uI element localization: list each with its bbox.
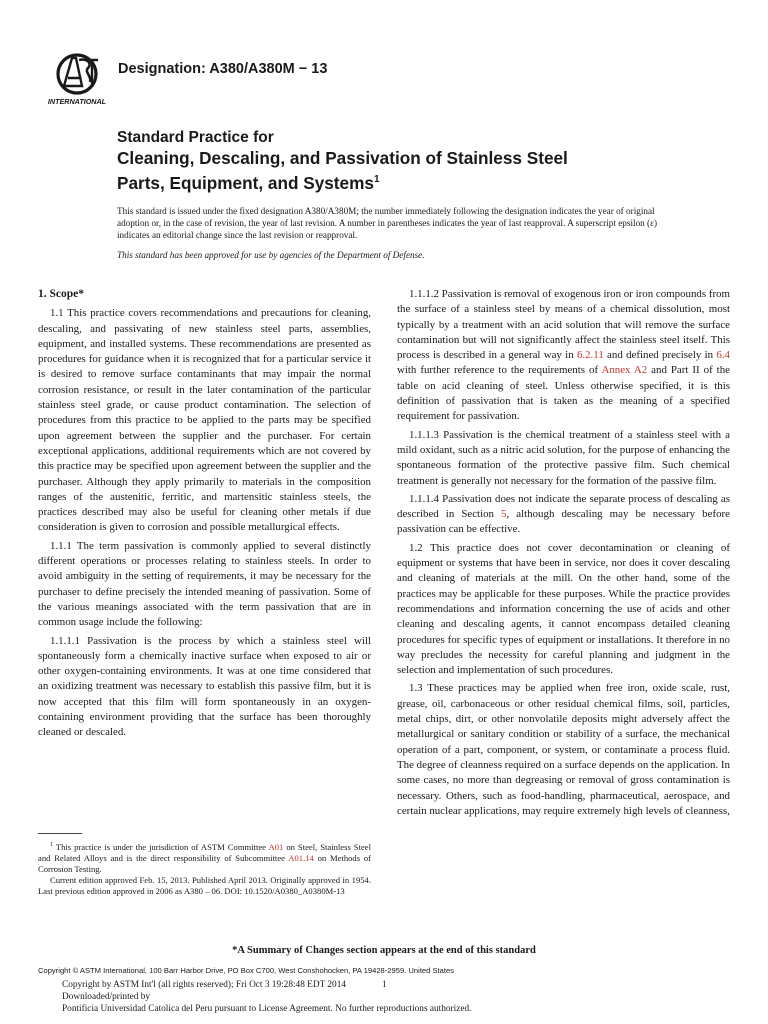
issuance-notice: This standard is issued under the fixed designation A380/A380M; the number immediately following the designation indicates the year of original adoption or, in the case of revision, the year of last revision. A number in parentheses indicates the year of last reapproval. A superscript epsilon (ε) indicates an editorial change since the last revision or reapproval. <box>117 206 658 240</box>
logo-caption: INTERNATIONAL <box>47 97 107 106</box>
footnote <box>38 840 371 897</box>
title-line3 <box>117 169 737 194</box>
paragraph-1-1-1: 1.1.1 The term passivation is commonly applied to several distinctly different operations or processes relating to stainless steels. In order to avoid ambiguity in the setting of requirements, it may be necessary for the purchaser to define precisely the intended meaning of passivation. Some of the various meanings associated with the term passivation that are in common usage include the following: <box>38 539 371 629</box>
right-column <box>397 287 730 822</box>
title-line2: Cleaning, Descaling, and Passivation of Stainless Steel <box>117 148 568 168</box>
paragraph-1-1-1-3: 1.1.1.3 Passivation is the chemical treatment of a stainless steel with a mild oxidant, such as a nitric acid solution, for the purpose of enhancing the spontaneous formation of the protective passive film. Such chemical treatment is generally not necessary for the formation of the passive film. <box>397 428 730 487</box>
download-notice <box>62 979 582 1016</box>
download-line-1: Copyright by ASTM Int'l (all rights reserved); Fri Oct 3 19:28:48 EDT 2014 <box>62 980 346 990</box>
page-number: 1 <box>382 980 387 990</box>
footnote-divider <box>38 833 82 834</box>
download-line-2: Downloaded/printed by <box>62 992 151 1003</box>
download-line-3: Pontificia Universidad Catolica del Peru pursuant to License Agreement. No further reproductions authorized. <box>62 1004 472 1015</box>
title-block <box>117 128 737 194</box>
copyright-line: Copyright © ASTM International, 100 Barr Harbor Drive, PO Box C700, West Conshohocken, PA 19428-2959. United States <box>38 966 455 975</box>
paragraph-1-2: 1.2 This practice does not cover decontamination or cleaning of equipment or systems that have been in service, nor does it cover descaling and cleaning of materials at the mill. On the other hand, some of the practices may be applicable for these purposes. While the practice provides recommendations and information concerning the use of acids and other cleaning and descaling agents, it cannot encompass detailed cleaning procedures for specific types of equipment or installations. It therefore in no way precludes the necessity for careful planning and judgment in the selection and implementation of such procedures. <box>397 541 730 677</box>
dod-approval-note: This standard has been approved for use by agencies of the Department of Defense. <box>117 250 425 260</box>
paragraph-1-1-1-4: 1.1.1.4 Passivation does not indicate the separate process of descaling as described in Section 5, although descaling may be necessary before passivation can be effective. <box>397 492 730 536</box>
paragraph-1-1-1-2: 1.1.1.2 Passivation is removal of exogenous iron or iron compounds from the surface of a stainless steel by means of a chemical dissolution, most typically by a treatment with an acid solution that will remove the surface contamination but will not significantly affect the stainless steel itself. This process is described in a general way in 6.2.11 and defined precisely in 6.4 with further reference to the requirements of Annex A2 and Part II of the table on acid cleaning of steel. Unless otherwise specified, it is this definition of passivation that is taken as the meaning of a specified requirement for passivation. <box>397 288 730 423</box>
paragraph-1-3: 1.3 These practices may be applied when free iron, oxide scale, rust, grease, oil, carbonaceous or other residual chemical films, soil, particles, metal chips, dirt, or other nonvolatile deposits might adversely affect the metallurgical or sanitary condition or stability of a surface, the mechanical operation of a part, component, or system, or contaminate a process fluid. The degree of cleanness required on a surface depends on the application. In some cases, no more than degreasing or removal of gross contamination is necessary. Others, such as food-handling, pharmaceutical, aerospace, and certain nuclear applications, may require extremely high levels of cleanness, <box>397 682 730 817</box>
footnote-mark: 1 <box>50 842 53 848</box>
paragraph-1-1: 1.1 This practice covers recommendations and precautions for cleaning, descaling, and passivating of new stainless steel parts, assemblies, equipment, and installed systems. These recommendations are presented as procedures for guidance when it is recognized that for a particular service it is desired to remove surface contaminants that may impair the normal corrosion resistance, or result in the later contamination of the particular stainless steel grade, or cause product contamination. The selection of procedures from this practice to be applied to the parts may be specified upon agreement between the supplier and the purchaser. For certain exceptional applications, additional requirements which are not covered by this practice may be specified upon agreement between the supplier and the purchaser. Although they apply primarily to materials in the composition ranges of the austenitic, ferritic, and martensitic stainless steels, the practices described may also be useful for cleaning other metals if due consideration is given to corrosion and possible metallurgical effects. <box>38 307 371 534</box>
left-column <box>38 287 371 744</box>
link-6-2-11[interactable]: 6.2.11 <box>576 349 604 362</box>
footnote-edition: Current edition approved Feb. 15, 2013. Published April 2013. Originally approved in 1954. Last previous edition approved in 2006 as A380 – 06. DOI: 10.1520/A0380_A0380M-13 <box>38 874 371 896</box>
footnote-jurisdiction: $^1$ This practice is under the jurisdiction of ASTM Committee A01 on Steel, Stainless Steel and Related Alloys and is the direct responsibility of Subcommittee A01.14 on Methods of Corrosion Testing. <box>38 841 371 874</box>
link-a01-14[interactable]: A01.14 <box>288 852 314 863</box>
astm-logo <box>42 50 112 106</box>
link-a01[interactable]: A01 <box>268 841 284 852</box>
title-line1: Standard Practice for <box>117 129 274 146</box>
designation: Designation: A380/A380M − 13 <box>118 61 328 77</box>
link-annex-a2[interactable]: Annex A2 <box>601 364 648 377</box>
section-heading-scope: 1. Scope* <box>38 288 84 300</box>
link-section-5[interactable]: 5 <box>501 508 507 521</box>
title-line3-text: Parts, Equipment, and Systems <box>117 173 374 193</box>
title-footnote-mark: 1 <box>373 174 380 185</box>
summary-of-changes-note: *A Summary of Changes section appears at the end of this standard <box>232 945 536 956</box>
paragraph-1-1-1-1: 1.1.1.1 Passivation is the process by which a stainless steel will spontaneously form a chemically inactive surface when exposed to air or other oxygen-containing environments. It was at one time considered that an oxidizing treatment was necessary to establish this passive film, but it is now accepted that this film will form spontaneously in an oxygen-containing environment providing that the surface has been thoroughly cleaned or descaled. <box>38 634 371 739</box>
link-6-4[interactable]: 6.4 <box>716 349 730 362</box>
